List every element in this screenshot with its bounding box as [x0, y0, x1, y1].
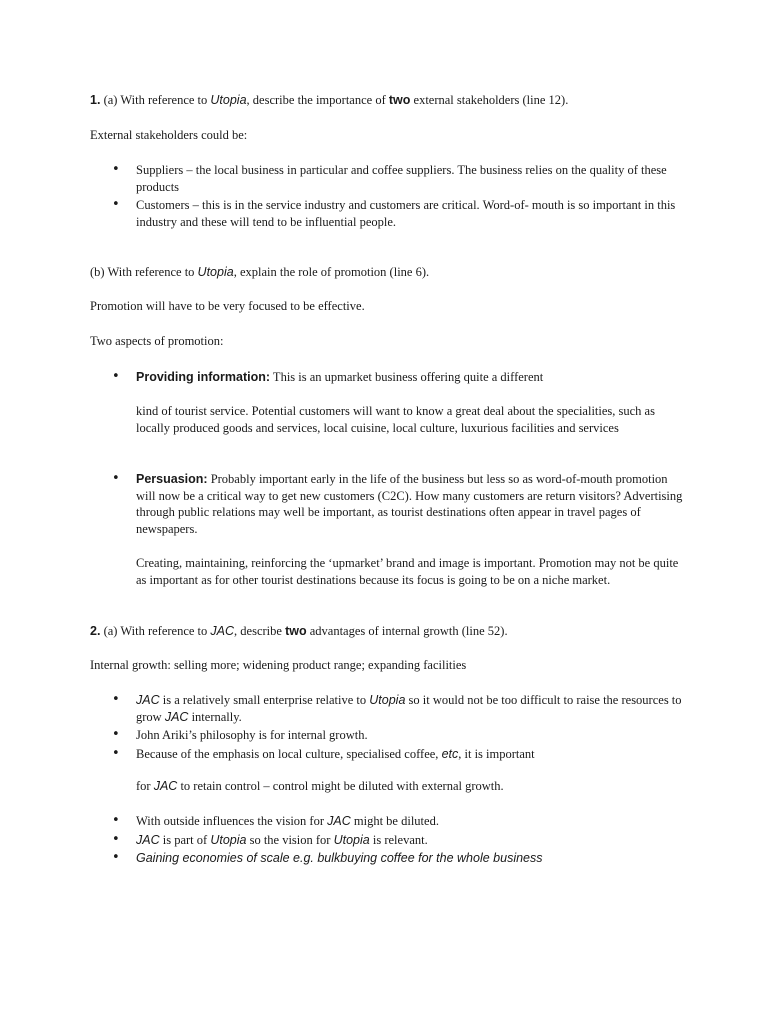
q2a-bullet-list-1 — [90, 692, 690, 764]
list-item: • Suppliers – the local business in particular and coffee suppliers. The business relies on the quality of these products — [90, 162, 690, 195]
persuasion-continuation: Creating, maintaining, reinforcing the ‘upmarket’ brand and image is important. Promotion may not be quite as important as for other tourist destinations because its focus is going to be on a niche market. — [136, 556, 679, 587]
list-item: • Because of the emphasis on local culture, specialised coffee, etc, it is important — [90, 746, 690, 763]
list-item: • John Ariki’s philosophy is for internal growth. — [90, 727, 690, 744]
promotion-list-2 — [90, 471, 690, 539]
providing-information-continuation: kind of tourist service. Potential customers will want to know a great deal about the specialities, such as locally produced goods and services, local cuisine, local culture, luxurious facilities and services — [136, 404, 655, 435]
q2a-bullet-continuation: for JAC to retain control – control might be diluted with external growth. — [136, 779, 504, 793]
q2a-intro: Internal growth: selling more; widening product range; expanding facilities — [90, 658, 467, 672]
q1a-intro: External stakeholders could be: — [90, 128, 248, 142]
q1b-paragraph-2: Two aspects of promotion: — [90, 334, 224, 348]
list-item: • With outside influences the vision for JAC might be diluted. — [90, 813, 690, 830]
q1a-bullet-list — [90, 162, 690, 232]
list-item: • Customers – this is in the service industry and customers are critical. Word-of- mouth is so important in this industry and these will tend to be influential people. — [90, 197, 690, 230]
q2a-bullet-list-2 — [90, 813, 690, 869]
question-1b-heading: (b) With reference to Utopia, explain the role of promotion (line 6). — [90, 265, 430, 279]
list-item: • JAC is a relatively small enterprise relative to Utopia so it would not be too difficult to raise the resources to grow JAC internally. — [90, 692, 690, 725]
list-item: • Gaining economies of scale e.g. bulkbuying coffee for the whole business — [90, 850, 690, 867]
list-item-persuasion: • Persuasion: Probably important early in the life of the business but less so as word-of-mouth promotion will now be a critical way to get new customers (C2C). How many customers are return visitors? Advertising through public relations may well be important, as tourist destinations often appear in travel pages of newspapers. — [90, 471, 690, 537]
list-item: • JAC is part of Utopia so the vision for Utopia is relevant. — [90, 832, 690, 849]
question-2a-heading: 2. (a) With reference to JAC, describe two advantages of internal growth (line 52). — [90, 624, 508, 638]
question-1a-heading: 1. (a) With reference to Utopia, describe the importance of two external stakeholders (line 12). — [90, 93, 569, 107]
list-item-providing-information: • Providing information: This is an upmarket business offering quite a different — [90, 369, 690, 386]
promotion-list-1 — [90, 369, 690, 388]
q1b-paragraph-1: Promotion will have to be very focused to be effective. — [90, 299, 365, 313]
